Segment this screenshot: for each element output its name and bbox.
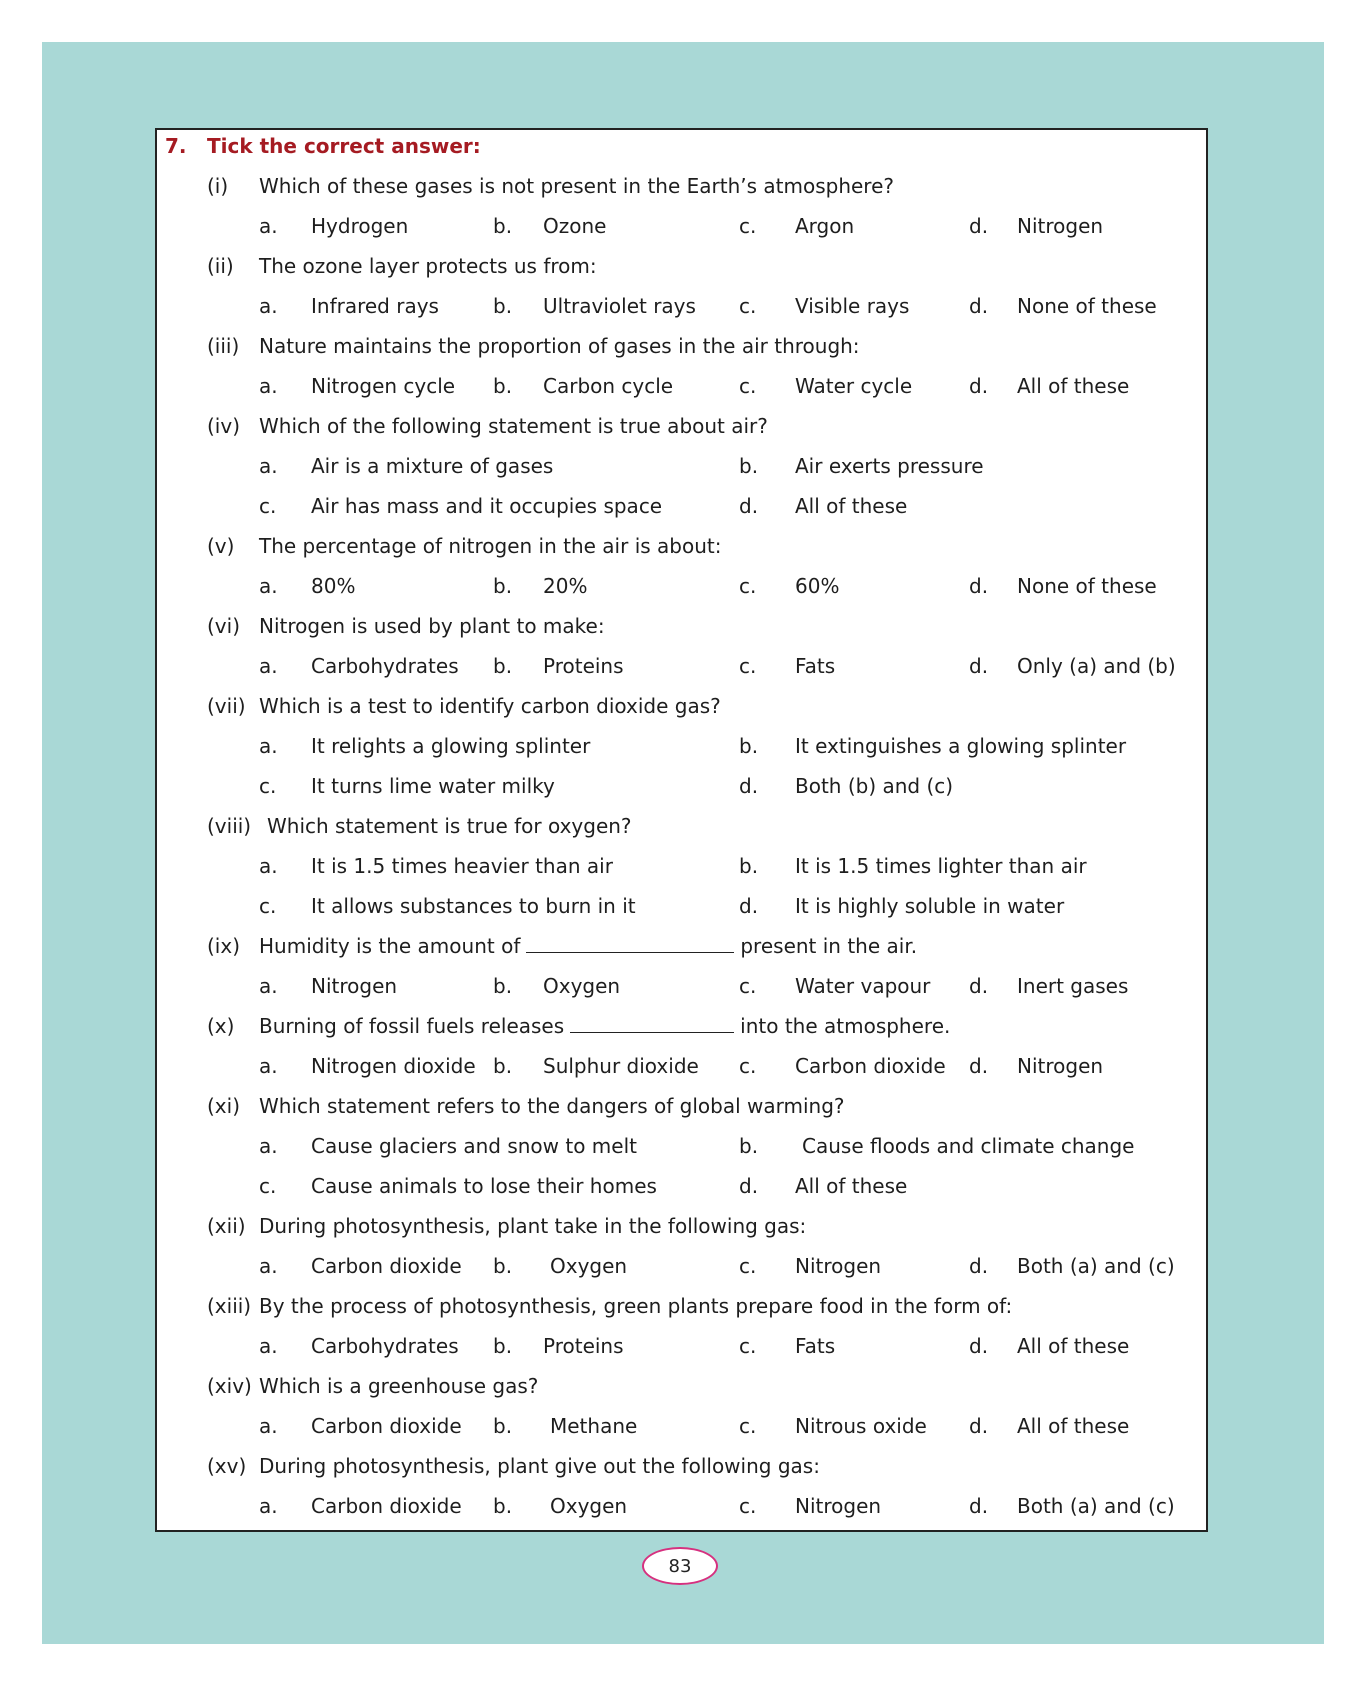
option-letter[interactable]: a. bbox=[259, 974, 278, 998]
option-letter[interactable]: b. bbox=[493, 374, 513, 398]
option-text[interactable]: Methane bbox=[550, 1414, 638, 1438]
page-number-text: 83 bbox=[668, 1555, 692, 1577]
option-letter[interactable]: a. bbox=[259, 294, 278, 318]
option-text[interactable]: Ozone bbox=[543, 214, 607, 238]
question-label: (ii) bbox=[207, 254, 234, 278]
question-label: (xiv) bbox=[207, 1374, 252, 1398]
option-text[interactable]: Nitrous oxide bbox=[795, 1414, 927, 1438]
option-letter[interactable]: a. bbox=[259, 374, 278, 398]
option-text[interactable]: It extinguishes a glowing splinter bbox=[795, 734, 1127, 758]
option-letter[interactable]: b. bbox=[739, 454, 759, 478]
option-text[interactable]: Argon bbox=[795, 214, 855, 238]
question-panel bbox=[155, 128, 1208, 1532]
option-text[interactable]: Both (b) and (c) bbox=[795, 774, 954, 798]
option-text[interactable]: All of these bbox=[1017, 374, 1130, 398]
option-text[interactable]: None of these bbox=[1017, 294, 1157, 318]
option-letter[interactable]: b. bbox=[493, 214, 513, 238]
option-letter[interactable]: b. bbox=[493, 1414, 513, 1438]
option-text[interactable]: None of these bbox=[1017, 574, 1157, 598]
option-text[interactable]: All of these bbox=[795, 494, 908, 518]
option-text[interactable]: Visible rays bbox=[795, 294, 910, 318]
option-text[interactable]: All of these bbox=[1017, 1334, 1130, 1358]
option-text[interactable]: Carbon dioxide bbox=[795, 1054, 946, 1078]
question-text bbox=[259, 1014, 950, 1038]
option-text[interactable]: It relights a glowing splinter bbox=[311, 734, 591, 758]
option-letter[interactable]: c. bbox=[739, 294, 757, 318]
question-label: (ix) bbox=[207, 934, 240, 958]
option-text[interactable]: Cause glaciers and snow to melt bbox=[311, 1134, 637, 1158]
option-text[interactable]: Both (a) and (c) bbox=[1017, 1494, 1175, 1518]
option-letter[interactable]: c. bbox=[739, 214, 757, 238]
option-text[interactable]: Proteins bbox=[543, 1334, 624, 1358]
option-text[interactable]: Carbohydrates bbox=[311, 1334, 459, 1358]
question-text: The percentage of nitrogen in the air is about: bbox=[259, 534, 722, 558]
option-text[interactable]: Infrared rays bbox=[311, 294, 439, 318]
option-text[interactable]: Fats bbox=[795, 1334, 836, 1358]
question-label: (vi) bbox=[207, 614, 240, 638]
question-label: (x) bbox=[207, 1014, 235, 1038]
option-letter[interactable]: b. bbox=[493, 294, 513, 318]
option-letter[interactable]: d. bbox=[969, 214, 989, 238]
option-text[interactable]: All of these bbox=[795, 1174, 908, 1198]
option-text[interactable]: Carbon dioxide bbox=[311, 1414, 462, 1438]
option-letter[interactable]: a. bbox=[259, 214, 278, 238]
option-text[interactable]: It allows substances to burn in it bbox=[311, 894, 636, 918]
option-text[interactable]: Oxygen bbox=[550, 1254, 628, 1278]
option-letter[interactable]: a. bbox=[259, 1134, 278, 1158]
option-letter[interactable]: c. bbox=[259, 774, 277, 798]
question-text: Nitrogen is used by plant to make: bbox=[259, 614, 605, 638]
option-letter[interactable]: d. bbox=[739, 894, 759, 918]
option-letter[interactable]: a. bbox=[259, 454, 278, 478]
question-label: (xv) bbox=[207, 1454, 247, 1478]
question-text-start: Burning of fossil fuels releases bbox=[259, 1014, 565, 1038]
option-text[interactable]: Fats bbox=[795, 654, 836, 678]
option-letter[interactable]: d. bbox=[739, 1174, 759, 1198]
question-label: (i) bbox=[207, 174, 229, 198]
option-text[interactable]: Only (a) and (b) bbox=[1017, 654, 1176, 678]
option-letter[interactable]: d. bbox=[969, 654, 989, 678]
question-label: (viii) bbox=[207, 814, 252, 838]
option-letter[interactable]: c. bbox=[739, 974, 757, 998]
option-letter[interactable]: c. bbox=[739, 1414, 757, 1438]
question-label: (vii) bbox=[207, 694, 246, 718]
question-text-end: present in the air. bbox=[740, 934, 918, 958]
option-letter[interactable]: d. bbox=[969, 974, 989, 998]
question-label: (xii) bbox=[207, 1214, 246, 1238]
option-text[interactable]: Cause animals to lose their homes bbox=[311, 1174, 657, 1198]
option-text[interactable]: Nitrogen cycle bbox=[311, 374, 456, 398]
question-label: (iii) bbox=[207, 334, 240, 358]
option-letter[interactable]: a. bbox=[259, 734, 278, 758]
option-text[interactable]: 20% bbox=[543, 574, 588, 598]
option-text[interactable]: Air has mass and it occupies space bbox=[311, 494, 663, 518]
option-letter[interactable]: d. bbox=[739, 494, 759, 518]
question-text-start: Humidity is the amount of bbox=[259, 934, 521, 958]
question-text: Which is a test to identify carbon dioxide gas? bbox=[259, 694, 721, 718]
question-label: (xi) bbox=[207, 1094, 240, 1118]
option-text[interactable]: It is 1.5 times lighter than air bbox=[795, 854, 1087, 878]
option-text[interactable]: It is 1.5 times heavier than air bbox=[311, 854, 613, 878]
option-text[interactable]: It is highly soluble in water bbox=[795, 894, 1065, 918]
question-text: Which statement is true for oxygen? bbox=[267, 814, 632, 838]
option-letter[interactable]: c. bbox=[259, 1174, 277, 1198]
option-letter[interactable]: c. bbox=[739, 374, 757, 398]
option-text[interactable]: 60% bbox=[795, 574, 840, 598]
option-letter[interactable]: d. bbox=[969, 294, 989, 318]
option-text[interactable]: Sulphur dioxide bbox=[543, 1054, 699, 1078]
option-text[interactable]: Oxygen bbox=[543, 974, 621, 998]
option-letter[interactable]: d. bbox=[969, 1414, 989, 1438]
option-letter[interactable]: b. bbox=[493, 654, 513, 678]
question-label: (iv) bbox=[207, 414, 240, 438]
option-text[interactable]: Water vapour bbox=[795, 974, 931, 998]
question-text: Nature maintains the proportion of gases in the air through: bbox=[259, 334, 860, 358]
option-letter[interactable]: c. bbox=[739, 574, 757, 598]
option-letter[interactable]: a. bbox=[259, 854, 278, 878]
question-number: 7. bbox=[165, 134, 187, 158]
option-letter[interactable]: d. bbox=[969, 1334, 989, 1358]
option-letter[interactable]: b. bbox=[739, 854, 759, 878]
option-text[interactable]: Oxygen bbox=[550, 1494, 628, 1518]
option-text[interactable]: Both (a) and (c) bbox=[1017, 1254, 1175, 1278]
option-text[interactable]: Proteins bbox=[543, 654, 624, 678]
question-text: Which statement refers to the dangers of global warming? bbox=[259, 1094, 845, 1118]
option-letter[interactable]: a. bbox=[259, 574, 278, 598]
page-number bbox=[642, 1547, 718, 1585]
option-letter[interactable]: a. bbox=[259, 1494, 278, 1518]
option-text[interactable]: Carbon dioxide bbox=[311, 1254, 462, 1278]
question-text: During photosynthesis, plant take in the following gas: bbox=[259, 1214, 807, 1238]
question-label: (v) bbox=[207, 534, 235, 558]
option-text[interactable]: Air is a mixture of gases bbox=[311, 454, 554, 478]
option-text[interactable]: Carbon dioxide bbox=[311, 1494, 462, 1518]
option-letter[interactable]: b. bbox=[493, 1494, 513, 1518]
option-letter[interactable]: d. bbox=[969, 1054, 989, 1078]
option-letter[interactable]: a. bbox=[259, 1414, 278, 1438]
option-text[interactable]: Hydrogen bbox=[311, 214, 409, 238]
option-letter[interactable]: d. bbox=[739, 774, 759, 798]
option-letter[interactable]: d. bbox=[969, 1494, 989, 1518]
option-letter[interactable]: b. bbox=[493, 1254, 513, 1278]
option-letter[interactable]: b. bbox=[493, 1054, 513, 1078]
option-text[interactable]: Nitrogen bbox=[795, 1494, 882, 1518]
question-text: Which is a greenhouse gas? bbox=[259, 1374, 539, 1398]
question-text: Which of the following statement is true about air? bbox=[259, 414, 768, 438]
option-text[interactable]: Ultraviolet rays bbox=[543, 294, 696, 318]
option-letter[interactable]: c. bbox=[739, 1054, 757, 1078]
option-text[interactable]: Water cycle bbox=[795, 374, 913, 398]
option-text[interactable]: All of these bbox=[1017, 1414, 1130, 1438]
option-letter[interactable]: c. bbox=[739, 654, 757, 678]
option-text[interactable]: Carbon cycle bbox=[543, 374, 674, 398]
option-text[interactable]: Nitrogen bbox=[795, 1254, 882, 1278]
option-letter[interactable]: c. bbox=[259, 894, 277, 918]
section-title: Tick the correct answer: bbox=[207, 134, 481, 158]
option-letter[interactable]: b. bbox=[493, 1334, 513, 1358]
option-text[interactable]: Carbohydrates bbox=[311, 654, 459, 678]
option-text[interactable]: Air exerts pressure bbox=[795, 454, 984, 478]
option-text[interactable]: Nitrogen dioxide bbox=[311, 1054, 476, 1078]
option-letter[interactable]: a. bbox=[259, 654, 278, 678]
option-letter[interactable]: b. bbox=[739, 1134, 759, 1158]
option-letter[interactable]: c. bbox=[259, 494, 277, 518]
question-text bbox=[259, 934, 917, 958]
option-letter[interactable]: b. bbox=[493, 974, 513, 998]
option-letter[interactable]: c. bbox=[739, 1254, 757, 1278]
option-text[interactable]: It turns lime water milky bbox=[311, 774, 555, 798]
answer-blank bbox=[526, 934, 734, 953]
option-letter[interactable]: d. bbox=[969, 1254, 989, 1278]
question-text: By the process of photosynthesis, green plants prepare food in the form of: bbox=[259, 1294, 1013, 1318]
question-text: Which of these gases is not present in the Earth’s atmosphere? bbox=[259, 174, 895, 198]
option-letter[interactable]: a. bbox=[259, 1054, 278, 1078]
answer-blank bbox=[570, 1014, 734, 1033]
option-letter[interactable]: c. bbox=[739, 1334, 757, 1358]
option-text[interactable]: Nitrogen bbox=[1017, 1054, 1104, 1078]
option-text[interactable]: Nitrogen bbox=[311, 974, 398, 998]
option-letter[interactable]: a. bbox=[259, 1334, 278, 1358]
option-text[interactable]: 80% bbox=[311, 574, 356, 598]
option-letter[interactable]: a. bbox=[259, 1254, 278, 1278]
option-text[interactable]: Nitrogen bbox=[1017, 214, 1104, 238]
option-letter[interactable]: b. bbox=[739, 734, 759, 758]
question-label: (xiii) bbox=[207, 1294, 252, 1318]
question-text-end: into the atmosphere. bbox=[740, 1014, 951, 1038]
option-text[interactable]: Cause floods and climate change bbox=[802, 1134, 1135, 1158]
option-text[interactable]: Inert gases bbox=[1017, 974, 1129, 998]
option-letter[interactable]: d. bbox=[969, 574, 989, 598]
option-letter[interactable]: d. bbox=[969, 374, 989, 398]
option-letter[interactable]: b. bbox=[493, 574, 513, 598]
question-text: The ozone layer protects us from: bbox=[259, 254, 597, 278]
question-text: During photosynthesis, plant give out the following gas: bbox=[259, 1454, 820, 1478]
option-letter[interactable]: c. bbox=[739, 1494, 757, 1518]
